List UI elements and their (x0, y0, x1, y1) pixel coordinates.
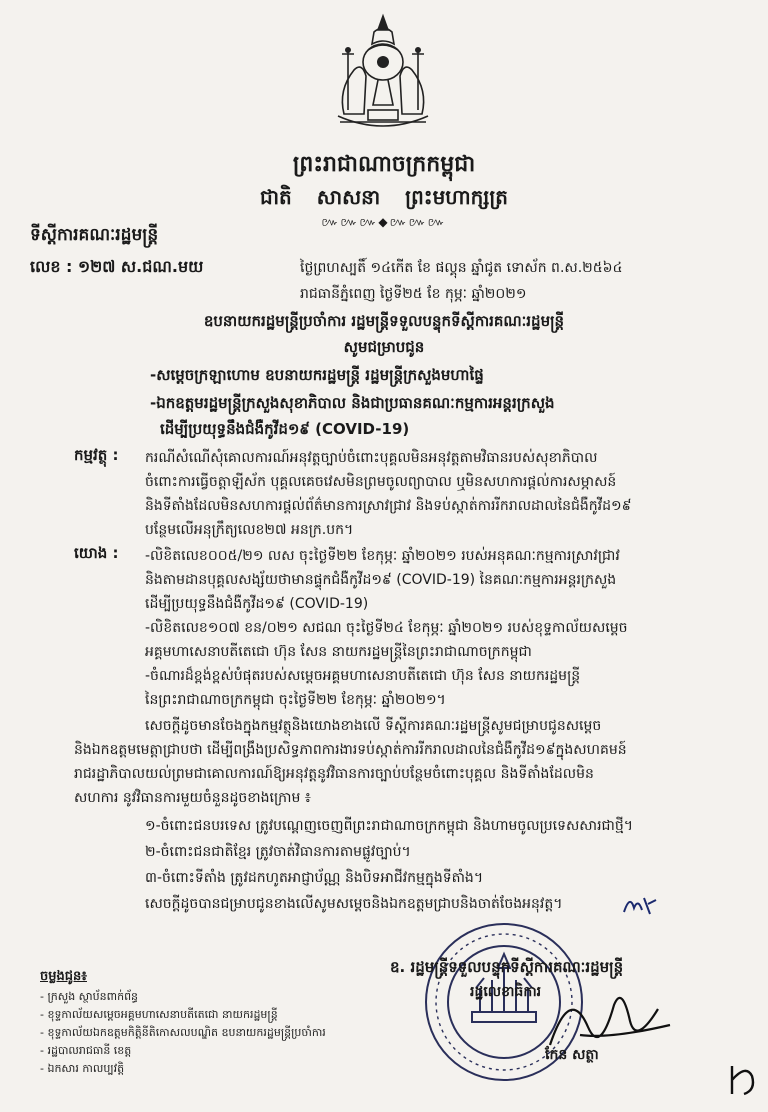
paragraph-line: និងឯកឧត្ដមមេត្តាជ្រាបថា ដើម្បីពង្រឹងប្រសិទ្ធភាពការងារទប់ស្កាត់ការរីករាលដាលនៃជំងឺកូវីដ១៩ក្នុងសហគមន៍ (74, 742, 627, 758)
addressee-line: សូមជម្រាបជូន (343, 338, 425, 356)
ornament: ៚៚៚◆៚៚៚ (321, 215, 447, 229)
measure-item: ១-ចំពោះជនបរទេស ត្រូវបណ្ដេញចេញពីព្រះរាជាណាចក្រកម្ពុជា និងហាមចូលប្រទេសសារជាថ្មី។ (145, 818, 633, 834)
issuing-office: ទីស្ដីការគណៈរដ្ឋមន្ត្រី (30, 225, 159, 245)
handwritten-mark-icon (726, 1060, 760, 1100)
reference-line: ដើម្បីប្រយុទ្ធនឹងជំងឺកូវីដ១៩ (COVID-19) (145, 596, 369, 612)
subject-line: ករណីសំណើសុំគោលការណ៍អនុវត្តច្បាប់ចំពោះបុគ្គលមិនអនុវត្តតាមវិធានរបស់សុខាភិបាល (145, 450, 598, 466)
cc-title: ចម្លងជូន៖ (40, 969, 87, 984)
reference-number: លេខ : ១២៧ ស.ជណ.មយ (30, 257, 204, 276)
cc-item: - រដ្ឋបាលរាជធានី ខេត្ត (40, 1044, 132, 1057)
sender-line: ឧបនាយករដ្ឋមន្ត្រីប្រចាំការ រដ្ឋមន្ត្រីទទួលបន្ទុកទីស្ដីការគណៈរដ្ឋមន្ត្រី (203, 312, 565, 330)
solar-date: រាជធានីភ្នំពេញ ថ្ងៃទី២៥ ខែ កុម្ភៈ ឆ្នាំ២០២១ (300, 286, 527, 302)
reference-line: អគ្គមហាសេនាបតីតេជោ ហ៊ុន សែន នាយករដ្ឋមន្ត្រីនៃព្រះរាជាណាចក្រកម្ពុជា (145, 644, 532, 660)
cc-item: - ក្រសួង ស្ថាប័នពាក់ព័ន្ធ (40, 990, 139, 1003)
subject-line: បន្ថែមលើអនុក្រឹត្យលេខ២៧ អនក្រ.បក។ (145, 522, 354, 538)
signatory-name: កែន សត្ថា (545, 1047, 599, 1063)
subject-line: ចំពោះការធ្វើចត្ដាឡីស័ក បុគ្គលគេចវេសមិនព្រមចូលព្យាបាល ឬមិនសហការផ្ដល់ការសម្ភាសន៍ (145, 474, 617, 490)
reference-line: -លិខិតលេខ១០៧ ខន/០២១ សជណ ចុះថ្ងៃទី២៤ ខែកុម្ភៈ ឆ្នាំ២០២១ របស់ខុទ្ទកាល័យសម្ដេច (145, 620, 628, 636)
recipient-item: -សម្ដេចក្រឡាហោម ឧបនាយករដ្ឋមន្ត្រី រដ្ឋមន្ត្រីក្រសួងមហាផ្ទៃ (150, 366, 484, 384)
paragraph-line: រាជរដ្ឋាភិបាលយល់ព្រមជាគោលការណ៍ឱ្យអនុវត្តនូវវិធានការច្បាប់បន្ថែមចំពោះបុគ្គល និងទីតាំងដែលមិន (74, 766, 594, 782)
paragraph-line: សេចក្ដីដូចមានចែងក្នុងកម្មវត្ថុនិងយោងខាងលើ ទីស្ដីការគណៈរដ្ឋមន្ត្រីសូមជម្រាបជូនសម្ដេច (145, 718, 602, 734)
recipient-item: ដើម្បីប្រយុទ្ធនឹងជំងឺកូវីដ១៩ (COVID-19) (160, 420, 410, 438)
reference-line: និងតាមដានបុគ្គលសង្ស័យថាមានផ្ទុកជំងឺកូវីដ១៩ (COVID-19) នៃគណៈកម្មការអន្តរក្រសួង (145, 572, 617, 588)
national-motto: ជាតិ សាសនា ព្រះមហាក្សត្រ (260, 185, 508, 209)
cc-item: - ខុទ្ទកាល័យឯកឧត្ដមកិត្តិនីតិកោសលបណ្ឌិត ឧបនាយករដ្ឋមន្ត្រីប្រចាំការ (40, 1026, 326, 1039)
royal-emblem-icon (318, 10, 448, 142)
kingdom-title: ព្រះរាជាណាចក្រកម្ពុជា (292, 152, 476, 177)
closing-line: សេចក្ដីដូចបានជម្រាបជូនខាងលើសូមសម្ដេចនិងឯកឧត្ដមជ្រាបនិងចាត់ចែងអនុវត្ត។ (145, 896, 563, 912)
reference-line: -លិខិតលេខ០០៥/២១ លស ចុះថ្ងៃទី២២ ខែកុម្ភៈ ឆ្នាំ២០២១ របស់អនុគណៈកម្មការស្រាវជ្រាវ (145, 548, 620, 564)
cc-item: - ខុទ្ទកាល័យសម្ដេចអគ្គមហាសេនាបតីតេជោ នាយករដ្ឋមន្ត្រី (40, 1008, 278, 1021)
handwritten-initial-icon (620, 892, 660, 918)
subject-label: កម្មវត្ថុ : (74, 446, 119, 464)
measure-item: ៣-ចំពោះទីតាំង ត្រូវដកហូតអាជ្ញាប័ណ្ណ និងបិទអាជីវកម្មក្នុងទីតាំង។ (145, 870, 484, 886)
signatory-title: ឧ. រដ្ឋមន្ត្រីទទួលបន្ទុកទីស្ដីការគណៈរដ្ឋមន្ត្រី (390, 958, 624, 976)
cc-item: - ឯកសារ កាលប្បវត្តិ (40, 1062, 125, 1075)
lunar-date: ថ្ងៃព្រហស្បតិ៍ ១៤កើត ខែ ផល្គុន ឆ្នាំជូត ទោស័ក ព.ស.២៥៦៤ (300, 260, 623, 276)
signatory-role: រដ្ឋលេខាធិការ (470, 984, 542, 1000)
measure-item: ២-ចំពោះជនជាតិខ្មែរ ត្រូវចាត់វិធានការតាមផ្លូវច្បាប់។ (145, 844, 411, 860)
paragraph-line: សហការ នូវវិធានការមួយចំនួនដូចខាងក្រោម ៖ (74, 790, 311, 806)
reference-line: -ចំណារដ៏ខ្ពង់ខ្ពស់បំផុតរបស់សម្ដេចអគ្គមហាសេនាបតីតេជោ ហ៊ុន សែន នាយករដ្ឋមន្ត្រី (145, 668, 581, 684)
recipient-item: -ឯកឧត្ដមរដ្ឋមន្ត្រីក្រសួងសុខាភិបាល និងជាប្រធានគណៈកម្មការអន្តរក្រសួង (150, 394, 555, 412)
reference-label: យោង : (74, 544, 119, 562)
reference-line: នៃព្រះរាជាណាចក្រកម្ពុជា ចុះថ្ងៃទី២២ ខែកុម្ភៈ ឆ្នាំ២០២១។ (145, 692, 446, 708)
subject-line: និងទីតាំងដែលមិនសហការផ្ដល់ព័ត៌មានការស្រាវជ្រាវ និងទប់ស្កាត់ការរីករាលដាលនៃជំងឺកូវីដ១៩ (145, 498, 632, 514)
